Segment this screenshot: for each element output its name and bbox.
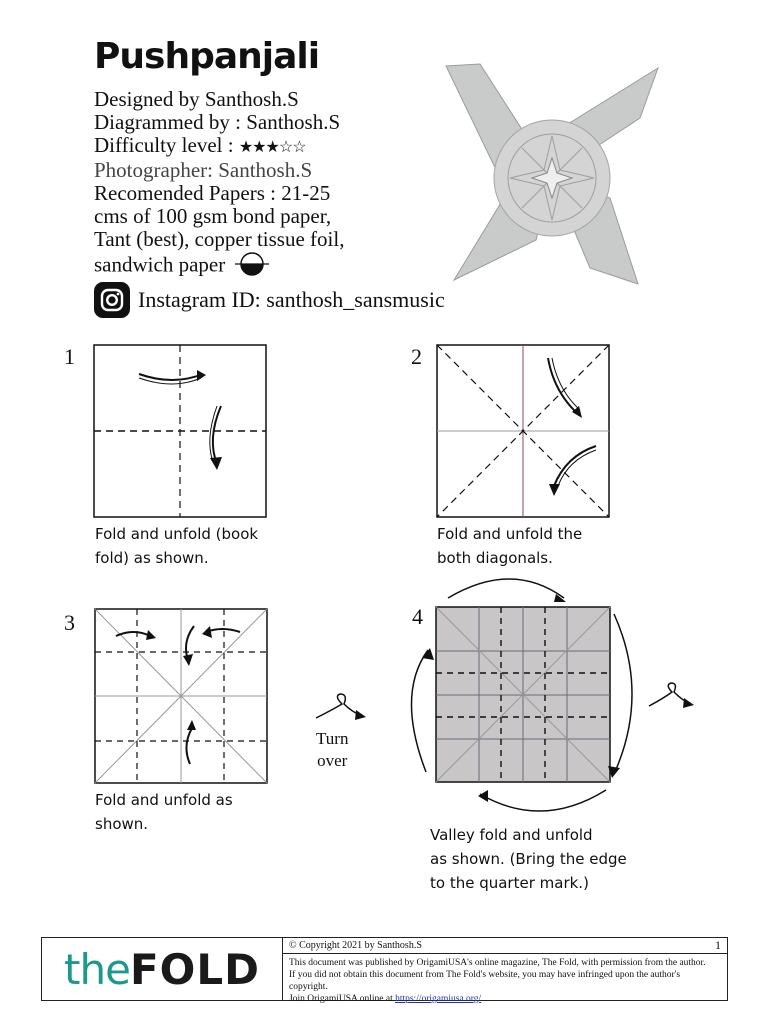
difficulty-label: Difficulty level : (94, 133, 234, 157)
step-4-caption (430, 823, 627, 895)
footer-text (283, 938, 727, 1004)
footer (41, 937, 728, 1004)
step-3-number: 3 (64, 610, 75, 635)
papers-line-3: Tant (best), copper tissue foil, (94, 227, 345, 251)
origamiusa-link[interactable]: https://origamiusa.org/ (395, 994, 482, 1004)
instagram-row (94, 282, 445, 318)
step-2-diagram (436, 344, 610, 522)
step-3-diagram (94, 608, 268, 788)
difficulty-line (94, 134, 344, 159)
step-2-caption-line: both diagonals. (437, 549, 553, 567)
designer-credit: Designed by Santhosh.S (94, 87, 299, 111)
step-4-caption-line: as shown. (Bring the edge (430, 850, 627, 868)
the-fold-logo (42, 938, 283, 1000)
footer-line-3-row (289, 993, 721, 1005)
step-3-caption (95, 788, 233, 836)
turn-over-icon-2 (646, 680, 696, 716)
page-title: Pushpanjali (94, 36, 320, 77)
step-1-caption-line: fold) as shown. (95, 549, 209, 567)
sandwich-paper-icon (235, 251, 269, 282)
step-2-caption (437, 522, 582, 570)
step-4-number: 4 (412, 604, 423, 629)
footer-line-1: This document was published by OrigamiUSA's online magazine, The Fold, with permission from the author. (289, 958, 706, 968)
logo-the: the (64, 944, 130, 994)
step-1-caption (95, 522, 258, 570)
step-2-caption-line: Fold and unfold the (437, 525, 583, 543)
step-4-caption-line: Valley fold and unfold (430, 826, 593, 844)
footer-notice (283, 954, 727, 1008)
diagrammer-credit: Diagrammed by : Santhosh.S (94, 110, 341, 134)
step-2-number: 2 (411, 344, 422, 369)
turn-over-line: over (317, 751, 348, 770)
footer-line-3: Join OrigamiUSA online at (289, 994, 396, 1004)
photographer-credit: Photographer: Santhosh.S (94, 158, 313, 182)
step-3-caption-line: shown. (95, 815, 149, 833)
footer-line-2: If you did not obtain this document from The Fold's website, you may have infringed upon the author's copyright. (289, 970, 681, 992)
model-photo (440, 58, 664, 294)
step-1-number: 1 (64, 344, 75, 369)
turn-over-label (316, 728, 348, 772)
instagram-icon (94, 282, 130, 318)
step-1-diagram (93, 344, 267, 522)
papers-line-4: sandwich paper (94, 252, 226, 277)
page-number: 1 (715, 938, 721, 952)
papers-line-1: Recomended Papers : 21-25 (94, 181, 331, 205)
step-3-caption-line: Fold and unfold as (95, 791, 233, 809)
credits-block (94, 88, 344, 282)
turn-over-icon (312, 690, 368, 728)
papers-line-2: cms of 100 gsm bond paper, (94, 204, 332, 228)
instagram-id: Instagram ID: santhosh_sansmusic (138, 287, 445, 312)
logo-fold: FOLD (129, 944, 260, 994)
copyright-text: © Copyright 2021 by Santhosh.S (289, 940, 422, 951)
step-1-caption-line: Fold and unfold (book (95, 525, 259, 543)
step-4-diagram (402, 568, 646, 828)
footer-top-row (283, 938, 727, 954)
papers-line-4-row (94, 251, 344, 282)
step-4-caption-line: to the quarter mark.) (430, 874, 589, 892)
turn-over-line: Turn (316, 729, 349, 748)
difficulty-stars: ★★★☆☆ (238, 139, 306, 156)
